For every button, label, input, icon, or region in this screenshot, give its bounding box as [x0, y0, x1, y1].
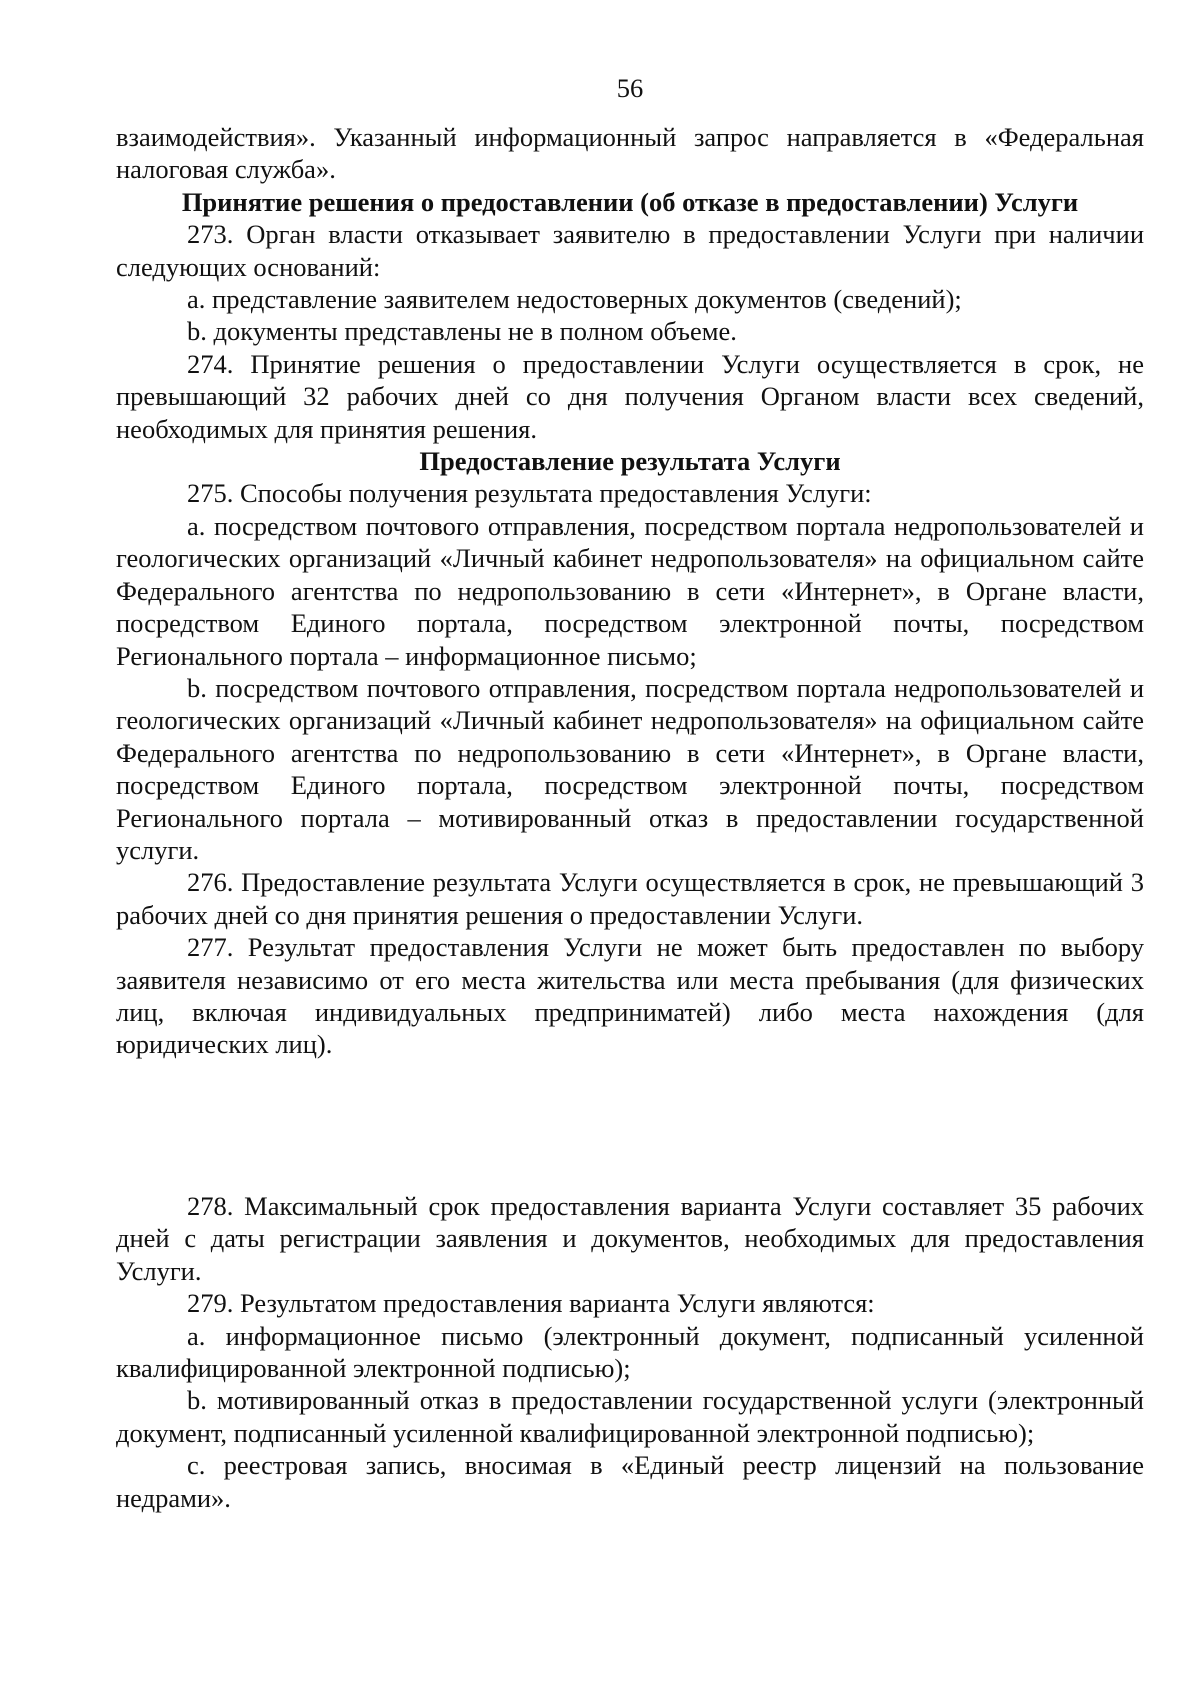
list-item-275-a: a. посредством почтового отправления, посредством портала недропользователей и геологических организаций «Личный кабинет недропользователя» на официальном сайте Федерального агентства по недропользованию в сети «Интернет», в Органе власти, посредством Единого портала, посредством электронной почты, посредством Регионального портала – информационное письмо;	[116, 510, 1144, 671]
list-item-275-b: b. посредством почтового отправления, посредством портала недропользователей и геологических организаций «Личный кабинет недропользователя» на официальном сайте Федерального агентства по недропользованию в сети «Интернет», в Органе власти, посредством Единого портала, посредством электронной почты, посредством Регионального портала – мотивированный отказ в предоставлении государственной услуги.	[116, 672, 1144, 865]
paragraph-278: 278. Максимальный срок предоставления варианта Услуги составляет 35 рабочих дней с даты регистрации заявления и документов, необходимых для предоставления Услуги.	[116, 1191, 1144, 1286]
list-item-273-a: a. представление заявителем недостоверных документов (сведений);	[187, 284, 962, 315]
section-heading-result: Предоставление результата Услуги	[419, 446, 841, 477]
paragraph-275: 275. Способы получения результата предоставления Услуги:	[187, 478, 872, 509]
list-item-279-a: a. информационное письмо (электронный документ, подписанный усиленной квалифицированной электронной подписью);	[116, 1320, 1144, 1384]
list-item-279-c: c. реестровая запись, вносимая в «Единый реестр лицензий на пользование недрами».	[116, 1450, 1144, 1513]
list-item-273-b: b. документы представлены не в полном объеме.	[187, 316, 737, 347]
paragraph-continuation: взаимодействия». Указанный информационный запрос направляется в «Федеральная налоговая служба».	[116, 122, 1144, 185]
text-block-bottom	[116, 1190, 1144, 1514]
list-item-279-b: b. мотивированный отказ в предоставлении государственной услуги (электронный документ, подписанный усиленной квалифицированной электронной подписью);	[116, 1385, 1144, 1448]
paragraph-277: 277. Результат предоставления Услуги не может быть предоставлен по выбору заявителя независимо от его места жительства или места пребывания (для физических лиц, включая индивидуальных предприниматей) либо места нахождения (для юридических лиц).	[116, 932, 1144, 1060]
paragraph-274: 274. Принятие решения о предоставлении Услуги осуществляется в срок, не превышающий 32 рабочих дней со дня получения Органом власти всех сведений, необходимых для принятия решения.	[116, 348, 1144, 444]
paragraph-279: 279. Результатом предоставления варианта Услуги являются:	[187, 1288, 875, 1319]
page-number: 56	[616, 73, 644, 103]
paragraph-276: 276. Предоставление результата Услуги осуществляется в срок, не превышающий 3 рабочих дней со дня принятия решения о предоставлении Услуги.	[116, 867, 1144, 930]
paragraph-273: 273. Орган власти отказывает заявителю в предоставлении Услуги при наличии следующих оснований:	[116, 219, 1144, 282]
text-block-top	[116, 121, 1144, 1061]
section-heading-decision: Принятие решения о предоставлении (об отказе в предоставлении) Услуги	[181, 186, 1079, 217]
